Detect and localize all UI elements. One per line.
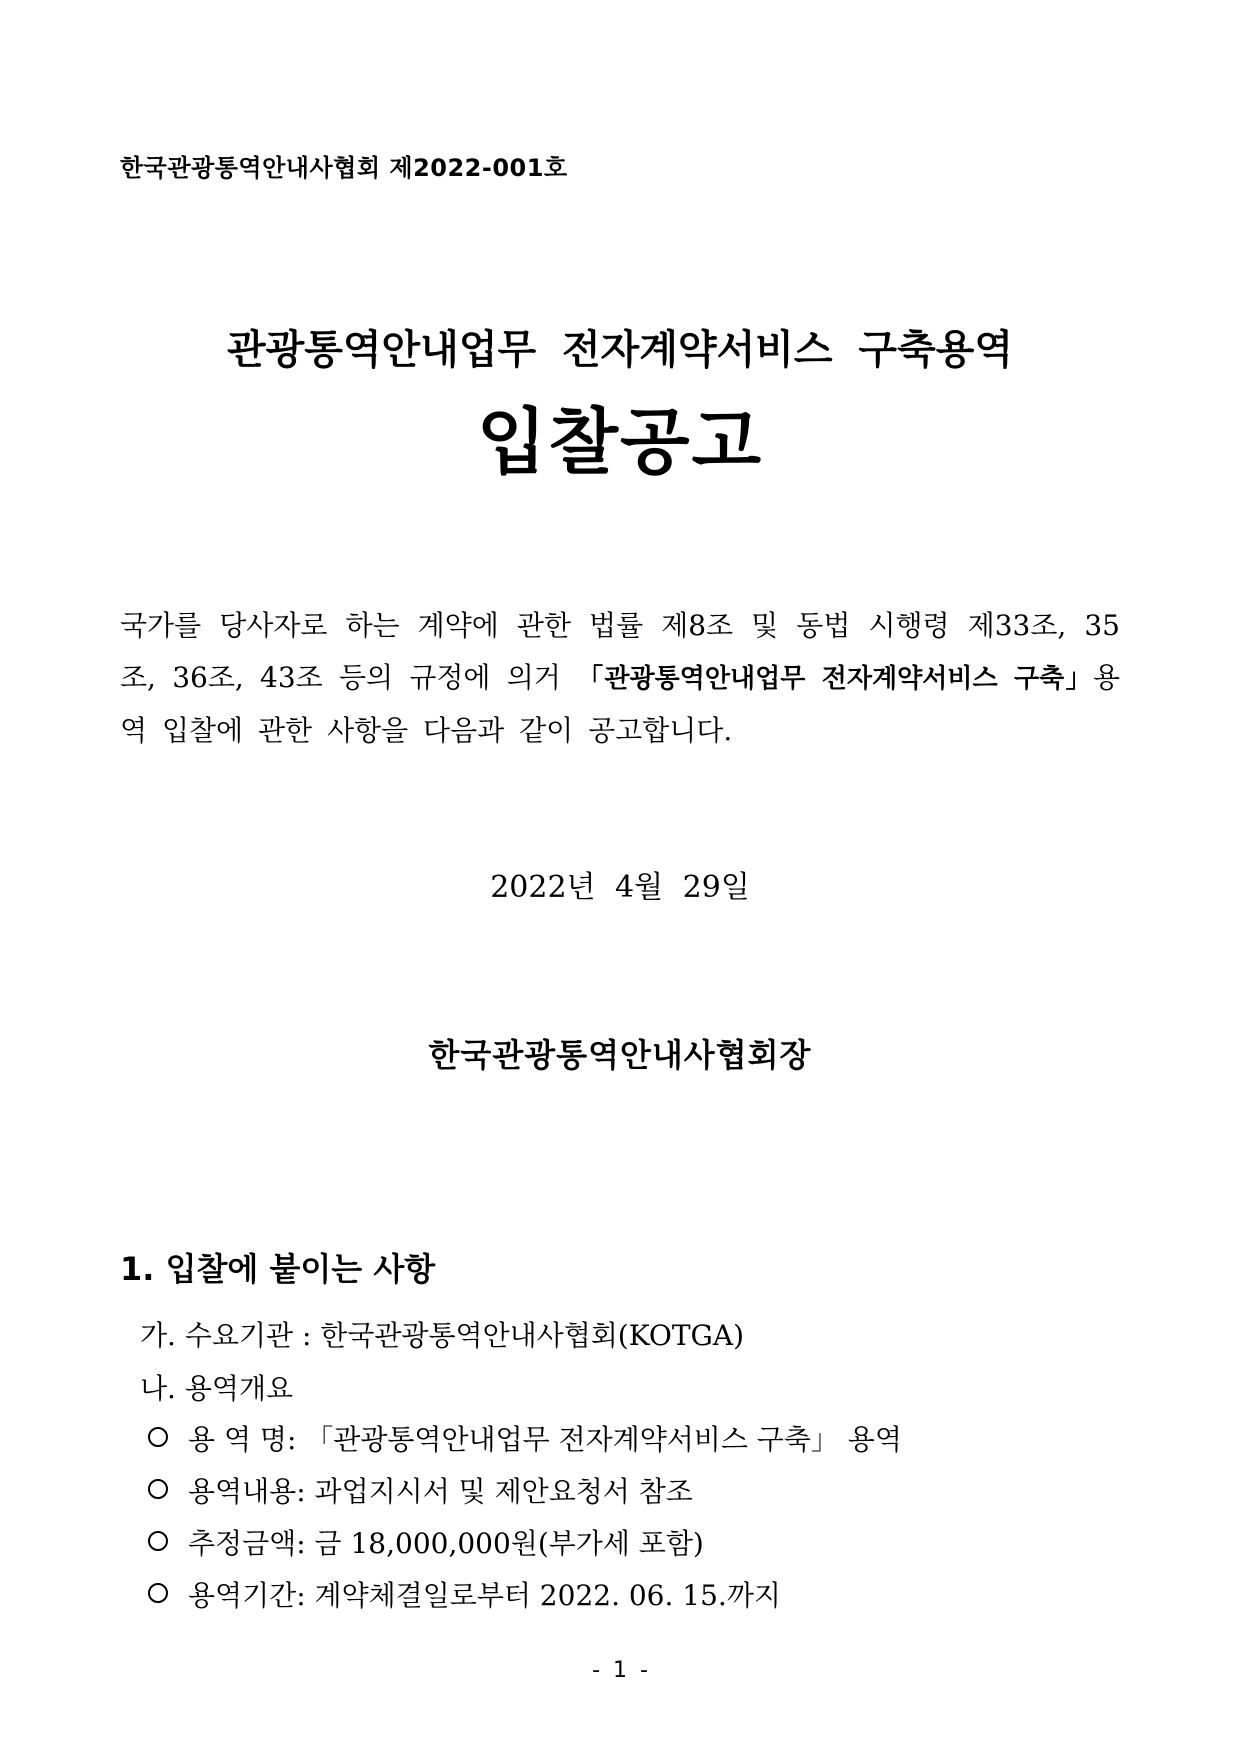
item-requesting-agency: 가. 수요기관 : 한국관광통역안내사협회(KOTGA) (140, 1319, 745, 1352)
bullet-text: 용 역 명: 「관광통역안내업무 전자계약서비스 구축」 용역 (188, 1423, 902, 1456)
circle-bullet-icon (148, 1583, 168, 1603)
circle-bullet-icon (148, 1531, 168, 1551)
circle-bullet-icon (148, 1427, 168, 1447)
issuer-name: 한국관광통역안내사협회장 (428, 1036, 812, 1074)
document-number: 한국관광통역안내사협회 제2022-001호 (120, 154, 568, 182)
section-heading: 1. 입찰에 붙이는 사항 (120, 1250, 436, 1288)
bullet-text: 용역내용: 과업지시서 및 제안요청서 참조 (188, 1475, 693, 1508)
intro-text-before: 국가를 당사자로 하는 계약에 관한 법률 제8조 및 동법 시행령 제33조, 35조, 36조, 43조 등의 규정에 의거 (120, 609, 1120, 694)
notice-date: 2022년 4월 29일 (490, 870, 750, 905)
list-item (148, 1470, 693, 1510)
notice-title: 입찰공고 (476, 400, 764, 484)
intro-text-after: 용역 입찰에 관한 사항을 다음과 같이 공고합니다. (120, 661, 1120, 747)
list-item (148, 1522, 704, 1562)
circle-bullet-icon (148, 1479, 168, 1499)
item-service-overview: 나. 용역개요 (140, 1372, 294, 1405)
list-item (148, 1574, 781, 1614)
intro-paragraph (120, 600, 1120, 757)
bullet-text: 용역기간: 계약체결일로부터 2022. 06. 15.까지 (188, 1579, 781, 1612)
intro-project-name: 「관광통역안내업무 전자계약서비스 구축」 (577, 664, 1093, 694)
notice-subtitle: 관광통역안내업무 전자계약서비스 구축용역 (226, 327, 1013, 373)
bullet-text: 추정금액: 금 18,000,000원(부가세 포함) (188, 1527, 704, 1560)
list-item (148, 1418, 902, 1458)
page-number: - 1 - (592, 1658, 648, 1683)
